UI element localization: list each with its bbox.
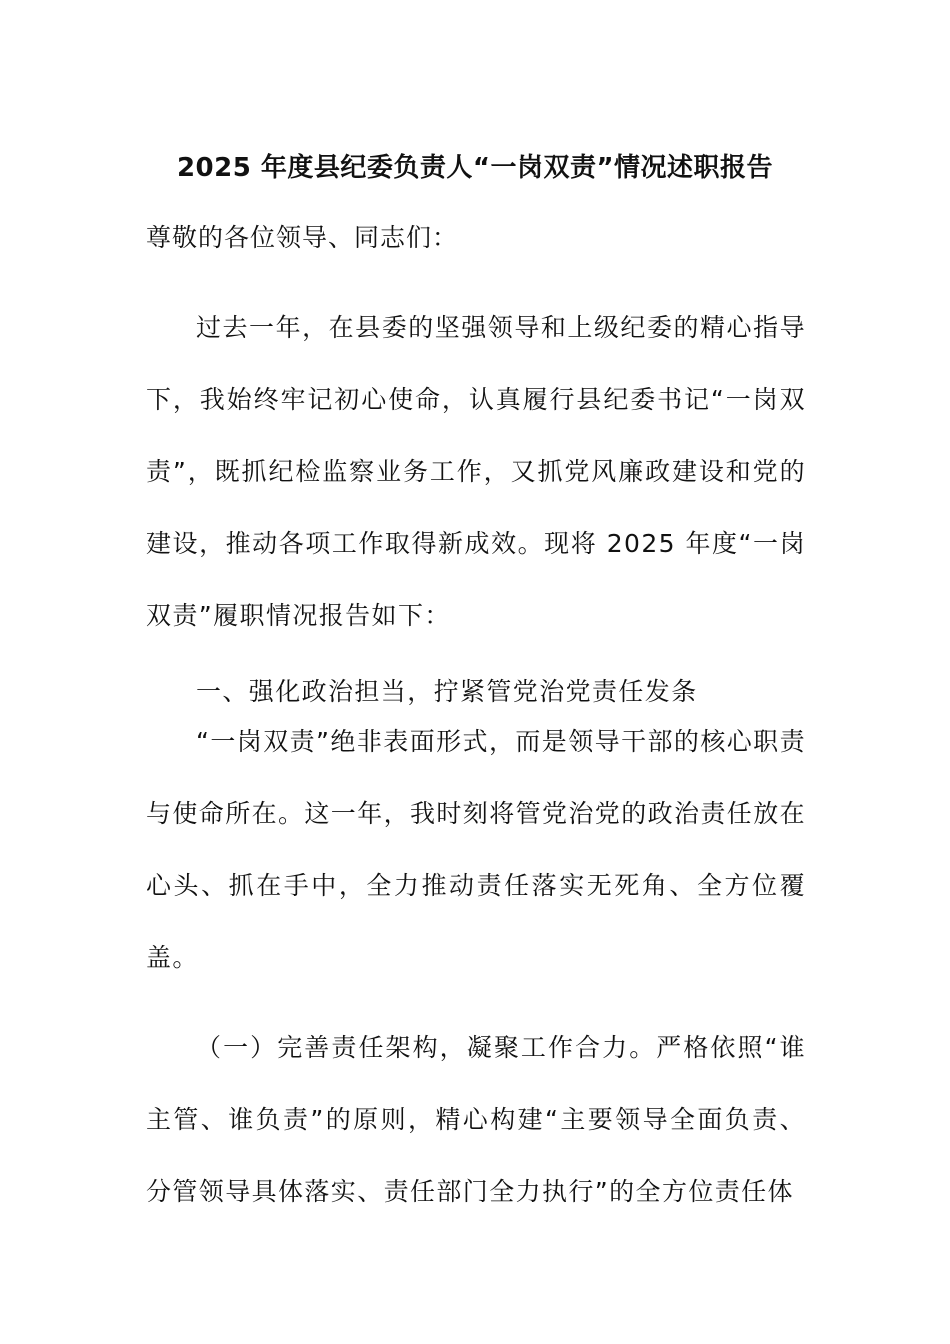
section-heading-1: 一、强化政治担当，拧紧管党治党责任发条	[196, 677, 698, 706]
paragraph-section-1: “一岗双责”绝非表面形式，而是领导干部的核心职责与使命所在。这一年，我时刻将管党治党的政治责任放在心头、抓在手中，全力推动责任落实无死角、全方位覆盖。	[146, 727, 807, 972]
salutation: 尊敬的各位领导、同志们：	[146, 223, 459, 252]
paragraph-intro: 过去一年，在县委的坚强领导和上级纪委的精心指导下，我始终牢记初心使命，认真履行县纪委书记“一岗双责”，既抓纪检监察业务工作，又抓党风廉政建设和党的建设，推动各项工作取得新成效。现将 2025 年度“一岗双责”履职情况报告如下：	[146, 313, 806, 630]
paragraph-subsection-1: （一）完善责任架构，凝聚工作合力。严格依照“谁主管、谁负责”的原则，精心构建“主要领导全面负责、分管领导具体落实、责任部门全力执行”的全方位责任体	[146, 1033, 806, 1206]
document-title: 2025 年度县纪委负责人“一岗双责”情况述职报告	[176, 153, 774, 183]
